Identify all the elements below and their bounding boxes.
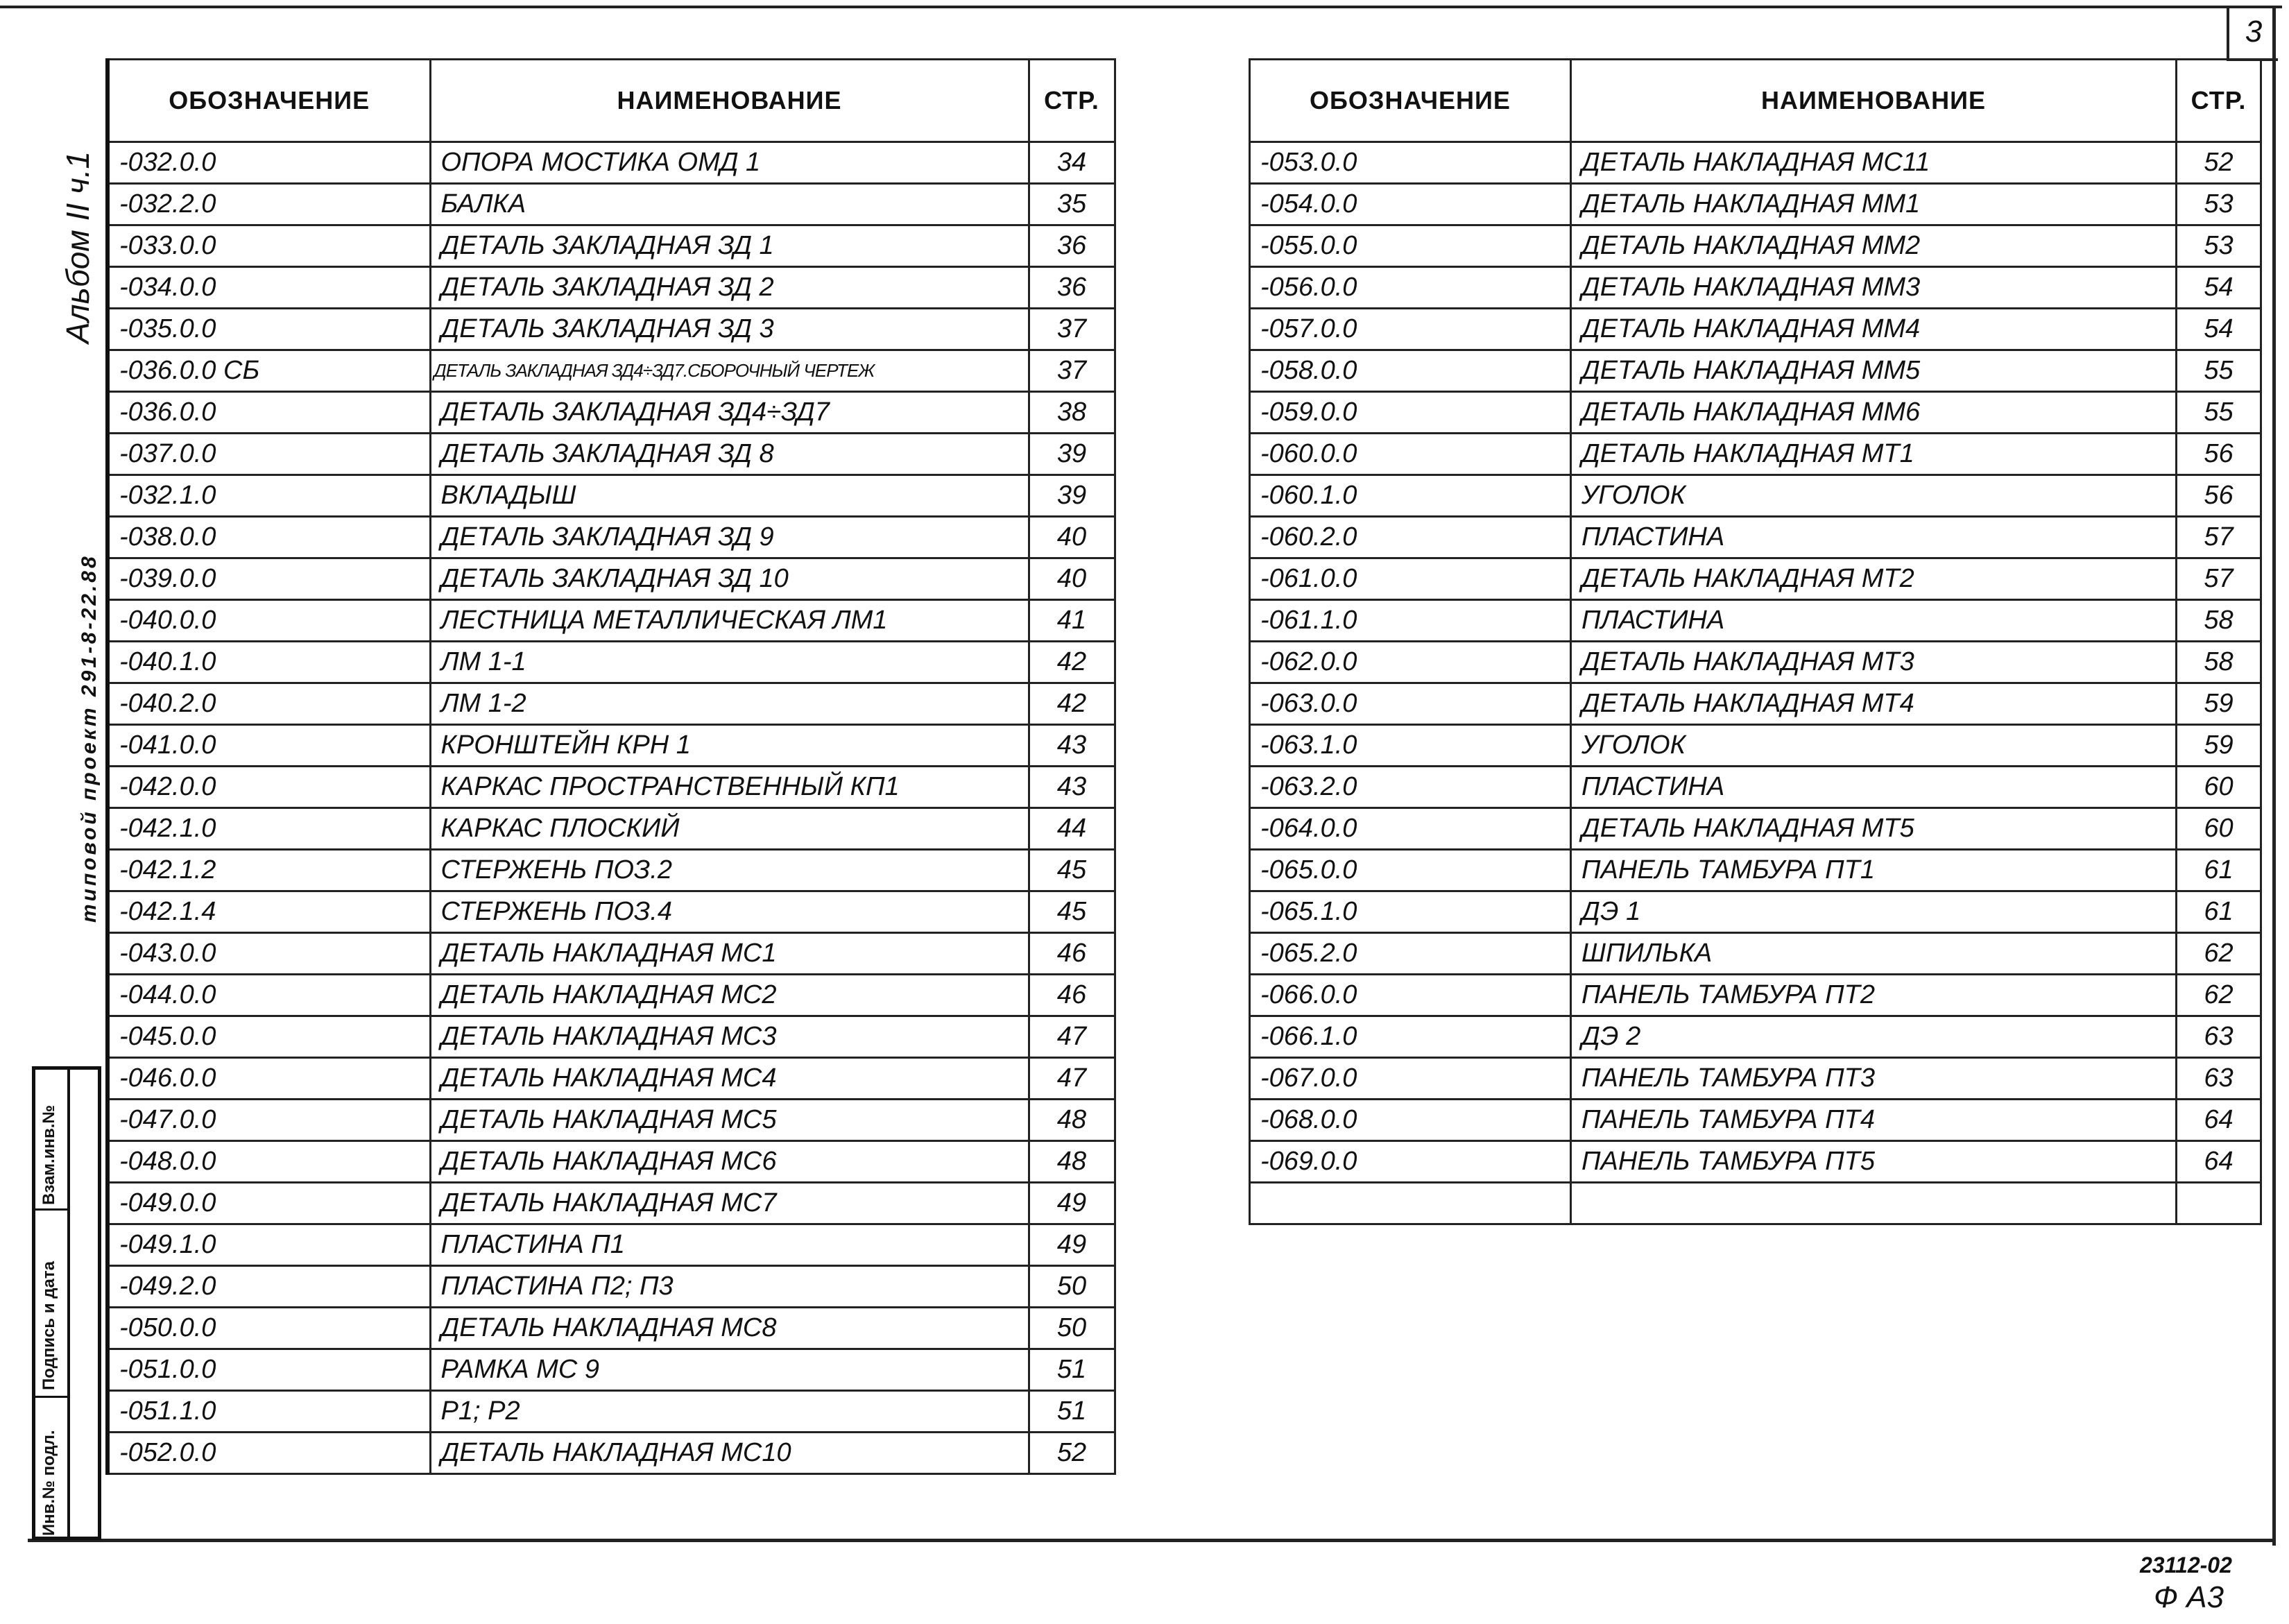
- designation-cell: -047.0.0: [108, 1100, 430, 1141]
- designation-cell: -057.0.0: [1250, 309, 1571, 350]
- name-cell: ДЕТАЛЬ НАКЛАДНАЯ ММ1: [1571, 184, 2177, 225]
- table-row: [1250, 767, 2261, 808]
- name-cell: ОПОРА МОСТИКА ОМД 1: [430, 142, 1029, 184]
- designation-cell: -050.0.0: [108, 1308, 430, 1349]
- designation-cell: -038.0.0: [108, 517, 430, 558]
- page-cell: 48: [1029, 1100, 1115, 1141]
- designation-cell: -051.0.0: [108, 1349, 430, 1391]
- contents-table-right: [1249, 58, 2262, 1225]
- designation-cell: -046.0.0: [108, 1058, 430, 1100]
- designation-cell: -041.0.0: [108, 725, 430, 767]
- designation-cell: -061.0.0: [1250, 558, 1571, 600]
- page-cell: 37: [1029, 350, 1115, 392]
- designation-cell: -063.0.0: [1250, 683, 1571, 725]
- page-cell: 51: [1029, 1349, 1115, 1391]
- page-cell: 46: [1029, 975, 1115, 1016]
- designation-cell: -049.0.0: [108, 1183, 430, 1224]
- name-cell: Р1; Р2: [430, 1391, 1029, 1433]
- name-cell: ДЕТАЛЬ НАКЛАДНАЯ МС3: [430, 1016, 1029, 1058]
- name-cell: ПАНЕЛЬ ТАМБУРА ПТ4: [1571, 1100, 2177, 1141]
- page-cell: 64: [2177, 1100, 2261, 1141]
- name-cell: ДЕТАЛЬ ЗАКЛАДНАЯ ЗД 8: [430, 434, 1029, 475]
- page-cell: 48: [1029, 1141, 1115, 1183]
- table-row: [108, 767, 1115, 808]
- name-cell: ДЕТАЛЬ НАКЛАДНАЯ МС4: [430, 1058, 1029, 1100]
- name-cell: КРОНШТЕЙН КРН 1: [430, 725, 1029, 767]
- table-row: [108, 1183, 1115, 1224]
- header-name: НАИМЕНОВАНИЕ: [1571, 60, 2177, 142]
- page-cell: 55: [2177, 392, 2261, 434]
- table-row: [108, 434, 1115, 475]
- page-cell: 37: [1029, 309, 1115, 350]
- page-cell: 45: [1029, 891, 1115, 933]
- name-cell: ЛЕСТНИЦА МЕТАЛЛИЧЕСКАЯ ЛМ1: [430, 600, 1029, 642]
- designation-cell: -048.0.0: [108, 1141, 430, 1183]
- name-cell: ШПИЛЬКА: [1571, 933, 2177, 975]
- table-row: [1250, 725, 2261, 767]
- name-cell: ПАНЕЛЬ ТАМБУРА ПТ5: [1571, 1141, 2177, 1183]
- name-cell: ДЕТАЛЬ ЗАКЛАДНАЯ ЗД4÷ЗД7: [430, 392, 1029, 434]
- designation-cell: -062.0.0: [1250, 642, 1571, 683]
- name-cell: ДЕТАЛЬ НАКЛАДНАЯ МС2: [430, 975, 1029, 1016]
- table-row: [1250, 225, 2261, 267]
- page-cell: 46: [1029, 933, 1115, 975]
- designation-cell: -049.1.0: [108, 1224, 430, 1266]
- table-row: [108, 225, 1115, 267]
- table-row: [108, 392, 1115, 434]
- name-cell: СТЕРЖЕНЬ ПОЗ.2: [430, 850, 1029, 891]
- page-cell: 58: [2177, 600, 2261, 642]
- table-row: [1250, 600, 2261, 642]
- header-designation: ОБОЗНАЧЕНИЕ: [1250, 60, 1571, 142]
- page-cell: 56: [2177, 475, 2261, 517]
- page-cell: 64: [2177, 1141, 2261, 1183]
- designation-cell: -060.0.0: [1250, 434, 1571, 475]
- name-cell: [1571, 1183, 2177, 1224]
- table-row: [1250, 808, 2261, 850]
- name-cell: ДЭ 1: [1571, 891, 2177, 933]
- table-row: [108, 683, 1115, 725]
- page-cell: 51: [1029, 1391, 1115, 1433]
- table-row: [108, 1433, 1115, 1474]
- designation-cell: -066.1.0: [1250, 1016, 1571, 1058]
- table-row: [1250, 933, 2261, 975]
- page-cell: 54: [2177, 267, 2261, 309]
- page-cell: 61: [2177, 891, 2261, 933]
- designation-cell: -040.2.0: [108, 683, 430, 725]
- designation-cell: -053.0.0: [1250, 142, 1571, 184]
- designation-cell: -051.1.0: [108, 1391, 430, 1433]
- page-cell: 50: [1029, 1308, 1115, 1349]
- name-cell: КАРКАС ПРОСТРАНСТВЕННЫЙ КП1: [430, 767, 1029, 808]
- stamp-cell-divider: [35, 1396, 67, 1398]
- designation-cell: -060.2.0: [1250, 517, 1571, 558]
- page-cell: 36: [1029, 267, 1115, 309]
- designation-cell: -032.0.0: [108, 142, 430, 184]
- project-label: типовой проект 291-8-22.88: [78, 554, 101, 923]
- designation-cell: -049.2.0: [108, 1266, 430, 1308]
- designation-cell: -035.0.0: [108, 309, 430, 350]
- designation-cell: -044.0.0: [108, 975, 430, 1016]
- table-header: [108, 60, 1115, 142]
- frame-bottom-border: [28, 1539, 2275, 1542]
- header-page: СТР.: [1029, 60, 1115, 142]
- table-row: [108, 517, 1115, 558]
- table-row: [108, 975, 1115, 1016]
- page-cell: 43: [1029, 725, 1115, 767]
- designation-cell: -063.1.0: [1250, 725, 1571, 767]
- name-cell: ДЕТАЛЬ НАКЛАДНАЯ МС5: [430, 1100, 1029, 1141]
- designation-cell: -055.0.0: [1250, 225, 1571, 267]
- table-row: [1250, 475, 2261, 517]
- name-cell: ДЕТАЛЬ НАКЛАДНАЯ МС7: [430, 1183, 1029, 1224]
- table-row: [1250, 683, 2261, 725]
- name-cell: ДЕТАЛЬ НАКЛАДНАЯ МС8: [430, 1308, 1029, 1349]
- page-cell: 56: [2177, 434, 2261, 475]
- page-cell: 49: [1029, 1183, 1115, 1224]
- table-row: [108, 558, 1115, 600]
- designation-cell: -032.2.0: [108, 184, 430, 225]
- page-cell: 62: [2177, 933, 2261, 975]
- table-row: [108, 850, 1115, 891]
- designation-cell: -060.1.0: [1250, 475, 1571, 517]
- table-row: [108, 1266, 1115, 1308]
- page-cell: 41: [1029, 600, 1115, 642]
- designation-cell: -068.0.0: [1250, 1100, 1571, 1141]
- table-row: [1250, 434, 2261, 475]
- stamp-cell-divider: [35, 1208, 67, 1211]
- table-row: [108, 933, 1115, 975]
- table-row: [108, 267, 1115, 309]
- page-cell: 42: [1029, 642, 1115, 683]
- table-row: [1250, 1183, 2261, 1224]
- name-cell: ДЕТАЛЬ НАКЛАДНАЯ ММ5: [1571, 350, 2177, 392]
- page-cell: 50: [1029, 1266, 1115, 1308]
- page-cell: 52: [1029, 1433, 1115, 1474]
- name-cell: ДЕТАЛЬ ЗАКЛАДНАЯ ЗД 3: [430, 309, 1029, 350]
- name-cell: БАЛКА: [430, 184, 1029, 225]
- designation-cell: [1250, 1183, 1571, 1224]
- page-cell: 40: [1029, 517, 1115, 558]
- sheet-number: 3: [2227, 6, 2278, 61]
- name-cell: ДЕТАЛЬ НАКЛАДНАЯ МТ2: [1571, 558, 2177, 600]
- table-row: [108, 1016, 1115, 1058]
- table-row: [1250, 309, 2261, 350]
- designation-cell: -065.0.0: [1250, 850, 1571, 891]
- page-cell: 39: [1029, 475, 1115, 517]
- table-row: [1250, 184, 2261, 225]
- page-cell: 39: [1029, 434, 1115, 475]
- designation-cell: -063.2.0: [1250, 767, 1571, 808]
- name-cell: ДЕТАЛЬ НАКЛАДНАЯ МС10: [430, 1433, 1029, 1474]
- page-cell: 55: [2177, 350, 2261, 392]
- designation-cell: -039.0.0: [108, 558, 430, 600]
- name-cell: КАРКАС ПЛОСКИЙ: [430, 808, 1029, 850]
- name-cell: ПЛАСТИНА: [1571, 767, 2177, 808]
- header-designation: ОБОЗНАЧЕНИЕ: [108, 60, 430, 142]
- table-row: [1250, 975, 2261, 1016]
- page-cell: 53: [2177, 225, 2261, 267]
- contents-table-left: [105, 58, 1116, 1475]
- designation-cell: -043.0.0: [108, 933, 430, 975]
- page-cell: 49: [1029, 1224, 1115, 1266]
- designation-cell: -040.1.0: [108, 642, 430, 683]
- name-cell: ДЕТАЛЬ НАКЛАДНАЯ МС1: [430, 933, 1029, 975]
- table-row: [108, 1308, 1115, 1349]
- table-row: [1250, 350, 2261, 392]
- page-cell: 36: [1029, 225, 1115, 267]
- page-cell: 43: [1029, 767, 1115, 808]
- sheet-format: Ф А3: [2154, 1580, 2224, 1614]
- table-row: [1250, 1100, 2261, 1141]
- table-row: [1250, 267, 2261, 309]
- designation-cell: -058.0.0: [1250, 350, 1571, 392]
- table-row: [108, 1391, 1115, 1433]
- stamp-label-vzam-inv: Взам.инв.№: [40, 1104, 58, 1205]
- designation-cell: -036.0.0: [108, 392, 430, 434]
- page-cell: 54: [2177, 309, 2261, 350]
- table-row: [108, 350, 1115, 392]
- page-cell: 63: [2177, 1016, 2261, 1058]
- page-cell: 59: [2177, 725, 2261, 767]
- name-cell: ДЕТАЛЬ НАКЛАДНАЯ МС11: [1571, 142, 2177, 184]
- name-cell: ДЭ 2: [1571, 1016, 2177, 1058]
- name-cell: ДЕТАЛЬ ЗАКЛАДНАЯ ЗД4÷ЗД7.СБОРОЧНЫЙ ЧЕРТЕЖ: [430, 350, 1029, 392]
- page-cell: 60: [2177, 767, 2261, 808]
- table-row: [108, 891, 1115, 933]
- designation-cell: -064.0.0: [1250, 808, 1571, 850]
- designation-cell: -040.0.0: [108, 600, 430, 642]
- header-name: НАИМЕНОВАНИЕ: [430, 60, 1029, 142]
- name-cell: РАМКА МС 9: [430, 1349, 1029, 1391]
- table-row: [1250, 642, 2261, 683]
- approval-stamp: [32, 1066, 101, 1540]
- document-code: 23112-02: [2140, 1553, 2232, 1578]
- page-cell: 40: [1029, 558, 1115, 600]
- page-cell: 57: [2177, 558, 2261, 600]
- name-cell: ДЕТАЛЬ НАКЛАДНАЯ МТ4: [1571, 683, 2177, 725]
- page-cell: 38: [1029, 392, 1115, 434]
- name-cell: ДЕТАЛЬ НАКЛАДНАЯ ММ4: [1571, 309, 2177, 350]
- name-cell: ДЕТАЛЬ НАКЛАДНАЯ МТ5: [1571, 808, 2177, 850]
- name-cell: ДЕТАЛЬ ЗАКЛАДНАЯ ЗД 2: [430, 267, 1029, 309]
- page-cell: 59: [2177, 683, 2261, 725]
- designation-cell: -066.0.0: [1250, 975, 1571, 1016]
- stamp-label-signature-date: Подпись и дата: [40, 1261, 58, 1390]
- designation-cell: -032.1.0: [108, 475, 430, 517]
- table-row: [108, 642, 1115, 683]
- table-row: [1250, 850, 2261, 891]
- table-row: [108, 184, 1115, 225]
- album-label: Альбом II ч.1: [60, 151, 96, 343]
- page-cell: 34: [1029, 142, 1115, 184]
- page-cell: 45: [1029, 850, 1115, 891]
- name-cell: ДЕТАЛЬ ЗАКЛАДНАЯ ЗД 10: [430, 558, 1029, 600]
- page-cell: 53: [2177, 184, 2261, 225]
- table-row: [1250, 1058, 2261, 1100]
- table-row: [108, 725, 1115, 767]
- designation-cell: -065.2.0: [1250, 933, 1571, 975]
- designation-cell: -067.0.0: [1250, 1058, 1571, 1100]
- name-cell: ПЛАСТИНА П2; П3: [430, 1266, 1029, 1308]
- table-row: [108, 475, 1115, 517]
- name-cell: ДЕТАЛЬ ЗАКЛАДНАЯ ЗД 9: [430, 517, 1029, 558]
- name-cell: УГОЛОК: [1571, 475, 2177, 517]
- page-cell: 58: [2177, 642, 2261, 683]
- table-header: [1250, 60, 2261, 142]
- designation-cell: -052.0.0: [108, 1433, 430, 1474]
- name-cell: ВКЛАДЫШ: [430, 475, 1029, 517]
- name-cell: ДЕТАЛЬ НАКЛАДНАЯ МТ1: [1571, 434, 2177, 475]
- table-row: [108, 1141, 1115, 1183]
- designation-cell: -059.0.0: [1250, 392, 1571, 434]
- table-row: [1250, 517, 2261, 558]
- designation-cell: -045.0.0: [108, 1016, 430, 1058]
- designation-cell: -065.1.0: [1250, 891, 1571, 933]
- frame-top-border: [0, 6, 2282, 8]
- name-cell: ДЕТАЛЬ НАКЛАДНАЯ ММ6: [1571, 392, 2177, 434]
- name-cell: ДЕТАЛЬ НАКЛАДНАЯ МТ3: [1571, 642, 2177, 683]
- name-cell: ПЛАСТИНА: [1571, 517, 2177, 558]
- table-row: [1250, 891, 2261, 933]
- name-cell: ПЛАСТИНА: [1571, 600, 2177, 642]
- page-cell: 47: [1029, 1058, 1115, 1100]
- table-row: [1250, 142, 2261, 184]
- name-cell: СТЕРЖЕНЬ ПОЗ.4: [430, 891, 1029, 933]
- table-row: [108, 309, 1115, 350]
- name-cell: ДЕТАЛЬ НАКЛАДНАЯ ММ2: [1571, 225, 2177, 267]
- page-cell: 63: [2177, 1058, 2261, 1100]
- table-row: [108, 1058, 1115, 1100]
- page-cell: 52: [2177, 142, 2261, 184]
- page-cell: 60: [2177, 808, 2261, 850]
- name-cell: ЛМ 1-2: [430, 683, 1029, 725]
- page-cell: 35: [1029, 184, 1115, 225]
- designation-cell: -036.0.0 СБ: [108, 350, 430, 392]
- table-row: [1250, 558, 2261, 600]
- table-row: [1250, 392, 2261, 434]
- table-row: [108, 808, 1115, 850]
- page-cell: [2177, 1183, 2261, 1224]
- designation-cell: -042.0.0: [108, 767, 430, 808]
- page-cell: 57: [2177, 517, 2261, 558]
- page-cell: 42: [1029, 683, 1115, 725]
- name-cell: ПАНЕЛЬ ТАМБУРА ПТ2: [1571, 975, 2177, 1016]
- stamp-label-inv-original: Инв.№ подл.: [40, 1430, 58, 1536]
- table-row: [108, 142, 1115, 184]
- name-cell: ПАНЕЛЬ ТАМБУРА ПТ3: [1571, 1058, 2177, 1100]
- page-cell: 62: [2177, 975, 2261, 1016]
- designation-cell: -034.0.0: [108, 267, 430, 309]
- page-cell: 61: [2177, 850, 2261, 891]
- table-row: [1250, 1141, 2261, 1183]
- page-cell: 44: [1029, 808, 1115, 850]
- table-row: [108, 1100, 1115, 1141]
- name-cell: ПАНЕЛЬ ТАМБУРА ПТ1: [1571, 850, 2177, 891]
- designation-cell: -042.1.2: [108, 850, 430, 891]
- name-cell: ДЕТАЛЬ ЗАКЛАДНАЯ ЗД 1: [430, 225, 1029, 267]
- frame-right-border: [2272, 6, 2276, 1546]
- table-row: [108, 1224, 1115, 1266]
- designation-cell: -033.0.0: [108, 225, 430, 267]
- header-page: СТР.: [2177, 60, 2261, 142]
- table-row: [108, 600, 1115, 642]
- designation-cell: -069.0.0: [1250, 1141, 1571, 1183]
- designation-cell: -042.1.0: [108, 808, 430, 850]
- stamp-divider: [67, 1070, 70, 1537]
- page-cell: 47: [1029, 1016, 1115, 1058]
- designation-cell: -054.0.0: [1250, 184, 1571, 225]
- name-cell: ДЕТАЛЬ НАКЛАДНАЯ МС6: [430, 1141, 1029, 1183]
- name-cell: ЛМ 1-1: [430, 642, 1029, 683]
- designation-cell: -037.0.0: [108, 434, 430, 475]
- designation-cell: -056.0.0: [1250, 267, 1571, 309]
- designation-cell: -042.1.4: [108, 891, 430, 933]
- name-cell: ДЕТАЛЬ НАКЛАДНАЯ ММ3: [1571, 267, 2177, 309]
- name-cell: УГОЛОК: [1571, 725, 2177, 767]
- name-cell: ПЛАСТИНА П1: [430, 1224, 1029, 1266]
- table-row: [108, 1349, 1115, 1391]
- designation-cell: -061.1.0: [1250, 600, 1571, 642]
- table-row: [1250, 1016, 2261, 1058]
